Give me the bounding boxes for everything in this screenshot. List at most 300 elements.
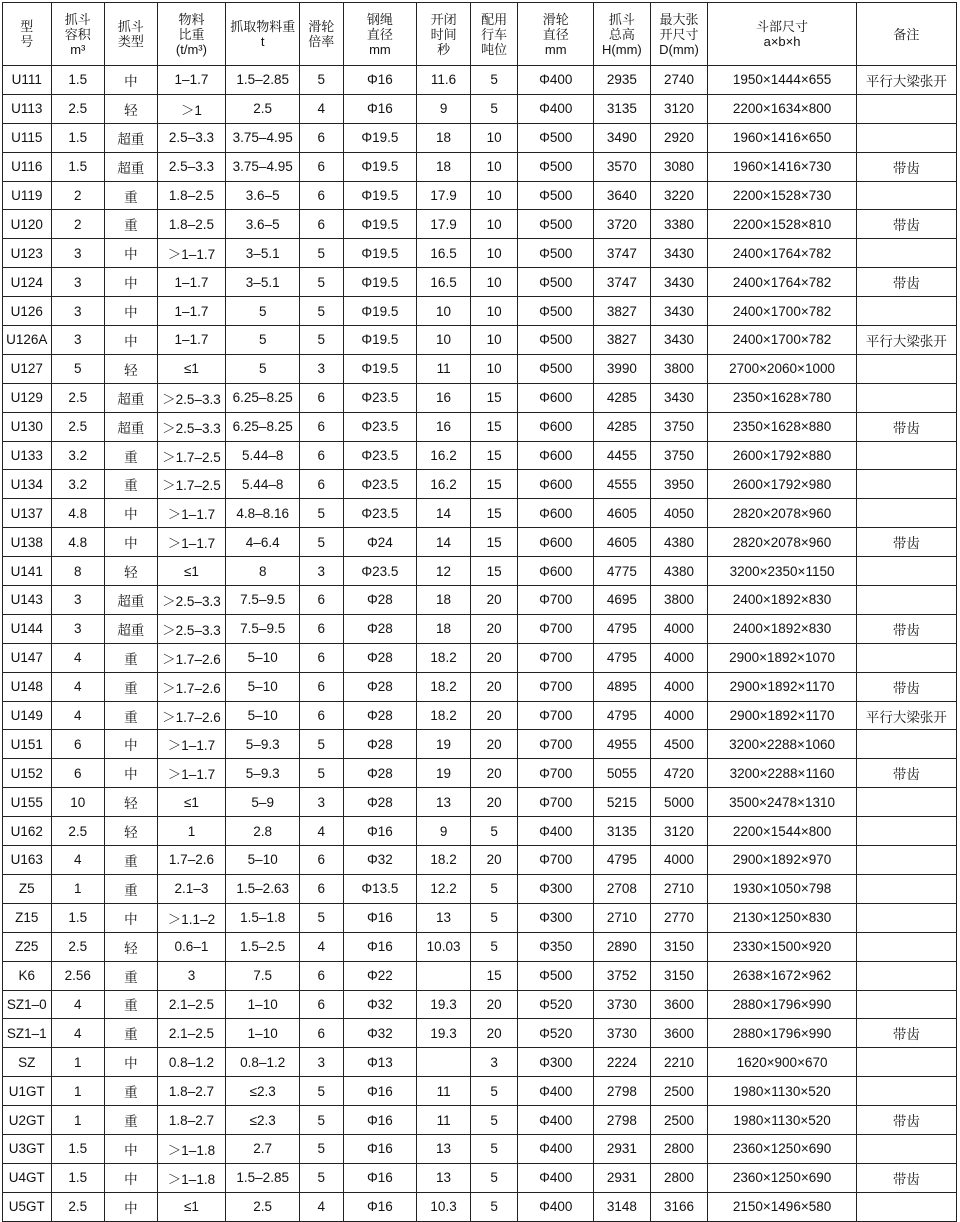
table-row — [3, 94, 957, 123]
cell-pulley-diameter: Φ500 — [518, 210, 594, 239]
cell-material-density: 1.8–2.7 — [157, 1077, 226, 1106]
cell-crane-tonnage: 10 — [470, 354, 517, 383]
cell-bucket-type: 中 — [105, 499, 158, 528]
cell-remarks — [856, 1134, 956, 1163]
cell-pulley-diameter: Φ600 — [518, 528, 594, 557]
header-line: mm — [544, 41, 567, 57]
cell-rope-diameter: Φ28 — [343, 586, 417, 615]
cell-bucket-volume: 1.5 — [51, 1163, 105, 1192]
cell-pulley-diameter: Φ600 — [518, 383, 594, 412]
cell-crane-tonnage: 15 — [470, 499, 517, 528]
cell-max-opening: 3380 — [650, 210, 708, 239]
cell-material-density: 2.5–3.3 — [157, 152, 226, 181]
cell-total-height: 4775 — [594, 557, 651, 586]
cell-pulley-ratio: 5 — [300, 1077, 343, 1106]
cell-bucket-type: 重 — [105, 181, 158, 210]
header-line: 容积 — [64, 26, 91, 42]
cell-material-density: 0.6–1 — [157, 932, 226, 961]
cell-pulley-ratio: 5 — [300, 528, 343, 557]
cell-open-close-time: 11 — [417, 1106, 471, 1135]
cell-model: SZ1–1 — [3, 1019, 52, 1048]
cell-pulley-ratio: 5 — [300, 66, 343, 95]
cell-material-density: 1.8–2.5 — [157, 181, 226, 210]
cell-remarks — [856, 730, 956, 759]
cell-total-height: 4695 — [594, 586, 651, 615]
cell-bucket-volume: 2.5 — [51, 932, 105, 961]
cell-pulley-diameter: Φ600 — [518, 499, 594, 528]
table-row — [3, 499, 957, 528]
table-row — [3, 66, 957, 95]
cell-material-density: 2.1–3 — [157, 874, 226, 903]
cell-open-close-time: 18 — [417, 614, 471, 643]
header-line: D(mm) — [659, 41, 699, 57]
cell-pulley-diameter: Φ500 — [518, 326, 594, 355]
cell-crane-tonnage: 15 — [470, 383, 517, 412]
cell-pulley-diameter: Φ400 — [518, 1192, 594, 1221]
cell-remarks — [856, 123, 956, 152]
cell-rope-diameter: Φ19.5 — [343, 181, 417, 210]
cell-model: U151 — [3, 730, 52, 759]
header-line: mm — [369, 41, 391, 57]
cell-open-close-time: 13 — [417, 788, 471, 817]
cell-grab-weight: 3.6–5 — [226, 210, 300, 239]
cell-crane-tonnage: 20 — [470, 788, 517, 817]
table-row — [3, 528, 957, 557]
table-row — [3, 383, 957, 412]
table-row — [3, 1077, 957, 1106]
cell-crane-tonnage: 10 — [470, 210, 517, 239]
cell-model: U115 — [3, 123, 52, 152]
cell-bucket-volume: 2.5 — [51, 817, 105, 846]
cell-rope-diameter: Φ16 — [343, 1134, 417, 1163]
cell-bucket-type: 重 — [105, 874, 158, 903]
cell-crane-tonnage: 20 — [470, 730, 517, 759]
cell-bucket-type: 超重 — [105, 383, 158, 412]
cell-bucket-type: 轻 — [105, 817, 158, 846]
table-row — [3, 614, 957, 643]
cell-model: U3GT — [3, 1134, 52, 1163]
cell-total-height: 4895 — [594, 672, 651, 701]
cell-material-density: ＞1–1.8 — [157, 1134, 226, 1163]
cell-bucket-volume: 4 — [51, 701, 105, 730]
cell-bucket-type: 中 — [105, 239, 158, 268]
cell-max-opening: 3750 — [650, 441, 708, 470]
header-line: 抓斗 — [608, 11, 635, 27]
cell-pulley-ratio: 3 — [300, 788, 343, 817]
cell-pulley-diameter: Φ500 — [518, 181, 594, 210]
cell-remarks: 带齿 — [856, 210, 956, 239]
table-row — [3, 586, 957, 615]
cell-crane-tonnage: 10 — [470, 152, 517, 181]
table-row — [3, 152, 957, 181]
cell-rope-diameter: Φ23.5 — [343, 557, 417, 586]
table-row — [3, 730, 957, 759]
cell-total-height: 4795 — [594, 701, 651, 730]
cell-remarks — [856, 903, 956, 932]
cell-pulley-diameter: Φ500 — [518, 297, 594, 326]
cell-pulley-ratio: 6 — [300, 672, 343, 701]
cell-grab-weight: 3–5.1 — [226, 268, 300, 297]
header-line: 滑轮 — [542, 11, 569, 27]
cell-open-close-time: 12.2 — [417, 874, 471, 903]
header-pulley-ratio — [300, 3, 343, 66]
cell-max-opening: 4380 — [650, 557, 708, 586]
cell-pulley-diameter: Φ700 — [518, 614, 594, 643]
cell-grab-weight: 7.5–9.5 — [226, 586, 300, 615]
header-line: 配用 — [481, 11, 508, 27]
cell-bucket-volume: 4 — [51, 643, 105, 672]
cell-bucket-type: 重 — [105, 441, 158, 470]
cell-pulley-ratio: 4 — [300, 94, 343, 123]
cell-pulley-ratio: 5 — [300, 759, 343, 788]
cell-bucket-type: 重 — [105, 1019, 158, 1048]
table-row — [3, 470, 957, 499]
cell-bucket-dimensions: 1980×1130×520 — [708, 1077, 857, 1106]
cell-rope-diameter: Φ28 — [343, 614, 417, 643]
header-model — [3, 3, 52, 66]
cell-material-density: ＞2.5–3.3 — [157, 383, 226, 412]
cell-model: U2GT — [3, 1106, 52, 1135]
cell-open-close-time: 14 — [417, 499, 471, 528]
cell-bucket-volume: 3.2 — [51, 470, 105, 499]
cell-rope-diameter: Φ23.5 — [343, 412, 417, 441]
cell-total-height: 3752 — [594, 961, 651, 990]
cell-bucket-dimensions: 2400×1764×782 — [708, 239, 857, 268]
cell-material-density: ＞1.7–2.5 — [157, 441, 226, 470]
cell-grab-weight: ≤2.3 — [226, 1077, 300, 1106]
cell-bucket-dimensions: 1980×1130×520 — [708, 1106, 857, 1135]
cell-rope-diameter: Φ23.5 — [343, 383, 417, 412]
cell-bucket-volume: 3 — [51, 297, 105, 326]
cell-open-close-time: 18 — [417, 586, 471, 615]
cell-material-density: ≤1 — [157, 788, 226, 817]
header-bucket-dimensions — [708, 3, 857, 66]
table-row — [3, 903, 957, 932]
cell-crane-tonnage: 20 — [470, 672, 517, 701]
cell-max-opening: 3166 — [650, 1192, 708, 1221]
cell-material-density: ≤1 — [157, 354, 226, 383]
header-line: 直径 — [542, 26, 569, 42]
cell-total-height: 2224 — [594, 1048, 651, 1077]
cell-bucket-volume: 2 — [51, 181, 105, 210]
cell-bucket-volume: 1.5 — [51, 1134, 105, 1163]
cell-bucket-type: 中 — [105, 268, 158, 297]
cell-max-opening: 4380 — [650, 528, 708, 557]
cell-bucket-volume: 1.5 — [51, 152, 105, 181]
cell-model: U141 — [3, 557, 52, 586]
cell-pulley-diameter: Φ500 — [518, 152, 594, 181]
cell-bucket-dimensions: 2820×2078×960 — [708, 499, 857, 528]
cell-bucket-dimensions: 2200×1528×810 — [708, 210, 857, 239]
cell-model: SZ1–0 — [3, 990, 52, 1019]
cell-rope-diameter: Φ19.5 — [343, 297, 417, 326]
cell-open-close-time: 18.2 — [417, 672, 471, 701]
cell-material-density: ＞1.7–2.6 — [157, 672, 226, 701]
cell-material-density: ≤1 — [157, 557, 226, 586]
cell-bucket-volume: 4 — [51, 846, 105, 875]
cell-bucket-type: 中 — [105, 66, 158, 95]
cell-bucket-volume: 1.5 — [51, 903, 105, 932]
cell-material-density: 1.7–2.6 — [157, 846, 226, 875]
cell-model: U152 — [3, 759, 52, 788]
cell-remarks — [856, 788, 956, 817]
cell-remarks: 带齿 — [856, 759, 956, 788]
cell-rope-diameter: Φ16 — [343, 94, 417, 123]
table-row — [3, 210, 957, 239]
cell-bucket-type: 重 — [105, 470, 158, 499]
header-line: m³ — [70, 41, 86, 57]
cell-pulley-diameter: Φ700 — [518, 730, 594, 759]
cell-grab-weight: 1.5–2.63 — [226, 874, 300, 903]
cell-model: U123 — [3, 239, 52, 268]
cell-pulley-ratio: 3 — [300, 1048, 343, 1077]
cell-bucket-volume: 3 — [51, 586, 105, 615]
cell-remarks — [856, 499, 956, 528]
cell-grab-weight: 3.6–5 — [226, 181, 300, 210]
cell-open-close-time — [417, 1048, 471, 1077]
cell-bucket-type: 轻 — [105, 557, 158, 586]
cell-open-close-time: 9 — [417, 94, 471, 123]
cell-open-close-time: 19 — [417, 730, 471, 759]
cell-bucket-dimensions: 2900×1892×970 — [708, 846, 857, 875]
cell-bucket-type: 轻 — [105, 788, 158, 817]
header-bucket-type — [105, 3, 158, 66]
cell-bucket-dimensions: 2880×1796×990 — [708, 990, 857, 1019]
cell-crane-tonnage: 15 — [470, 557, 517, 586]
header-max-opening — [650, 3, 708, 66]
cell-total-height: 3640 — [594, 181, 651, 210]
cell-model: U124 — [3, 268, 52, 297]
cell-open-close-time: 16 — [417, 383, 471, 412]
header-line: 开尺寸 — [659, 26, 699, 42]
cell-material-density: 1–1.7 — [157, 326, 226, 355]
cell-open-close-time: 12 — [417, 557, 471, 586]
cell-remarks — [856, 1077, 956, 1106]
cell-pulley-diameter: Φ400 — [518, 817, 594, 846]
cell-rope-diameter: Φ32 — [343, 1019, 417, 1048]
cell-open-close-time: 9 — [417, 817, 471, 846]
cell-bucket-dimensions: 1930×1050×798 — [708, 874, 857, 903]
cell-model: Z15 — [3, 903, 52, 932]
cell-model: U113 — [3, 94, 52, 123]
cell-total-height: 2708 — [594, 874, 651, 903]
cell-remarks — [856, 932, 956, 961]
cell-bucket-volume: 2.56 — [51, 961, 105, 990]
header-line: 斗部尺寸 — [756, 19, 809, 34]
cell-max-opening: 3430 — [650, 383, 708, 412]
table-row — [3, 1048, 957, 1077]
cell-bucket-dimensions: 2638×1672×962 — [708, 961, 857, 990]
cell-bucket-dimensions: 2350×1628×880 — [708, 412, 857, 441]
cell-material-density: 2.5–3.3 — [157, 123, 226, 152]
cell-open-close-time: 18.2 — [417, 643, 471, 672]
cell-rope-diameter: Φ16 — [343, 1163, 417, 1192]
cell-pulley-diameter: Φ500 — [518, 239, 594, 268]
header-line: 吨位 — [481, 41, 508, 57]
cell-bucket-volume: 6 — [51, 759, 105, 788]
cell-model: U138 — [3, 528, 52, 557]
cell-bucket-volume: 1 — [51, 1106, 105, 1135]
table-row — [3, 932, 957, 961]
table-row — [3, 1163, 957, 1192]
cell-bucket-dimensions: 2200×1528×730 — [708, 181, 857, 210]
cell-remarks: 带齿 — [856, 1019, 956, 1048]
cell-pulley-ratio: 3 — [300, 557, 343, 586]
cell-bucket-dimensions: 1960×1416×730 — [708, 152, 857, 181]
cell-max-opening: 3800 — [650, 354, 708, 383]
cell-rope-diameter: Φ28 — [343, 730, 417, 759]
header-material-density — [157, 3, 226, 66]
table-body — [3, 66, 957, 1222]
cell-total-height: 5215 — [594, 788, 651, 817]
cell-pulley-ratio: 5 — [300, 268, 343, 297]
cell-total-height: 3570 — [594, 152, 651, 181]
cell-open-close-time: 18.2 — [417, 846, 471, 875]
table-row — [3, 759, 957, 788]
cell-bucket-volume: 1 — [51, 1077, 105, 1106]
cell-bucket-volume: 3.2 — [51, 441, 105, 470]
cell-rope-diameter: Φ19.5 — [343, 123, 417, 152]
cell-max-opening: 3600 — [650, 1019, 708, 1048]
cell-grab-weight: 8 — [226, 557, 300, 586]
cell-model: U137 — [3, 499, 52, 528]
table-row — [3, 1019, 957, 1048]
cell-rope-diameter: Φ19.5 — [343, 152, 417, 181]
header-bucket-volume — [51, 3, 105, 66]
cell-max-opening: 4000 — [650, 643, 708, 672]
cell-crane-tonnage: 5 — [470, 874, 517, 903]
cell-open-close-time: 18.2 — [417, 701, 471, 730]
cell-max-opening: 4720 — [650, 759, 708, 788]
cell-max-opening: 3080 — [650, 152, 708, 181]
cell-material-density: 1 — [157, 817, 226, 846]
cell-pulley-diameter: Φ300 — [518, 874, 594, 903]
cell-bucket-volume: 5 — [51, 354, 105, 383]
cell-bucket-type: 轻 — [105, 354, 158, 383]
cell-pulley-diameter: Φ400 — [518, 66, 594, 95]
cell-pulley-diameter: Φ520 — [518, 990, 594, 1019]
cell-crane-tonnage: 20 — [470, 759, 517, 788]
cell-bucket-type: 重 — [105, 1106, 158, 1135]
cell-grab-weight: 5–10 — [226, 643, 300, 672]
cell-total-height: 3135 — [594, 94, 651, 123]
cell-pulley-diameter: Φ700 — [518, 759, 594, 788]
cell-bucket-volume: 4.8 — [51, 499, 105, 528]
cell-grab-weight: 1–10 — [226, 990, 300, 1019]
cell-bucket-dimensions: 2400×1892×830 — [708, 586, 857, 615]
cell-remarks: 平行大梁张开 — [856, 701, 956, 730]
cell-material-density: ＞2.5–3.3 — [157, 412, 226, 441]
cell-bucket-volume: 2 — [51, 210, 105, 239]
header-line: 钢绳 — [366, 11, 393, 27]
cell-max-opening: 2500 — [650, 1077, 708, 1106]
header-line: 物料 — [178, 11, 205, 27]
cell-rope-diameter: Φ16 — [343, 1106, 417, 1135]
cell-bucket-volume: 2.5 — [51, 94, 105, 123]
cell-crane-tonnage: 10 — [470, 268, 517, 297]
cell-material-density: 1.8–2.5 — [157, 210, 226, 239]
cell-pulley-diameter: Φ400 — [518, 1134, 594, 1163]
cell-crane-tonnage: 5 — [470, 94, 517, 123]
cell-grab-weight: 1.5–2.85 — [226, 1163, 300, 1192]
cell-remarks — [856, 961, 956, 990]
cell-model: U119 — [3, 181, 52, 210]
cell-model: U144 — [3, 614, 52, 643]
cell-model: U163 — [3, 846, 52, 875]
cell-total-height: 4795 — [594, 846, 651, 875]
header-line: 倍率 — [308, 34, 335, 49]
cell-pulley-diameter: Φ400 — [518, 1106, 594, 1135]
cell-remarks — [856, 586, 956, 615]
table-row — [3, 961, 957, 990]
cell-open-close-time: 10 — [417, 326, 471, 355]
cell-bucket-volume: 4 — [51, 990, 105, 1019]
table-row — [3, 788, 957, 817]
cell-model: U1GT — [3, 1077, 52, 1106]
header-crane-tonnage — [470, 3, 517, 66]
cell-rope-diameter: Φ16 — [343, 903, 417, 932]
cell-bucket-dimensions: 2600×1792×980 — [708, 470, 857, 499]
cell-remarks — [856, 441, 956, 470]
cell-pulley-ratio: 6 — [300, 383, 343, 412]
header-line: 开闭 — [430, 11, 457, 27]
cell-total-height: 3747 — [594, 268, 651, 297]
header-total-height — [594, 3, 651, 66]
cell-bucket-volume: 4 — [51, 1019, 105, 1048]
cell-remarks — [856, 94, 956, 123]
cell-crane-tonnage: 5 — [470, 1077, 517, 1106]
cell-max-opening: 4000 — [650, 846, 708, 875]
cell-bucket-type: 中 — [105, 297, 158, 326]
cell-max-opening: 3430 — [650, 297, 708, 326]
cell-pulley-ratio: 4 — [300, 932, 343, 961]
cell-grab-weight: 5 — [226, 354, 300, 383]
cell-bucket-dimensions: 2360×1250×690 — [708, 1163, 857, 1192]
cell-open-close-time: 17.9 — [417, 210, 471, 239]
cell-total-height: 3990 — [594, 354, 651, 383]
cell-pulley-ratio: 3 — [300, 354, 343, 383]
cell-remarks — [856, 354, 956, 383]
cell-total-height: 2798 — [594, 1077, 651, 1106]
cell-grab-weight: 5–10 — [226, 701, 300, 730]
cell-open-close-time: 16 — [417, 412, 471, 441]
cell-grab-weight: 2.8 — [226, 817, 300, 846]
cell-material-density: ＞2.5–3.3 — [157, 586, 226, 615]
cell-remarks — [856, 846, 956, 875]
cell-pulley-ratio: 6 — [300, 412, 343, 441]
cell-pulley-ratio: 5 — [300, 1106, 343, 1135]
cell-remarks — [856, 1192, 956, 1221]
cell-max-opening: 3220 — [650, 181, 708, 210]
cell-crane-tonnage: 5 — [470, 1106, 517, 1135]
cell-pulley-diameter: Φ400 — [518, 94, 594, 123]
cell-pulley-ratio: 6 — [300, 846, 343, 875]
table-row — [3, 268, 957, 297]
cell-grab-weight: 5–9 — [226, 788, 300, 817]
cell-rope-diameter: Φ32 — [343, 846, 417, 875]
cell-bucket-dimensions: 2330×1500×920 — [708, 932, 857, 961]
cell-bucket-dimensions: 2400×1764×782 — [708, 268, 857, 297]
cell-remarks — [856, 181, 956, 210]
cell-pulley-ratio: 4 — [300, 1192, 343, 1221]
cell-bucket-dimensions: 2900×1892×1170 — [708, 672, 857, 701]
cell-bucket-volume: 1 — [51, 874, 105, 903]
cell-rope-diameter: Φ24 — [343, 528, 417, 557]
cell-grab-weight: 1–10 — [226, 1019, 300, 1048]
table-row — [3, 990, 957, 1019]
header-line: 类型 — [117, 34, 144, 49]
cell-bucket-dimensions: 2400×1700×782 — [708, 326, 857, 355]
